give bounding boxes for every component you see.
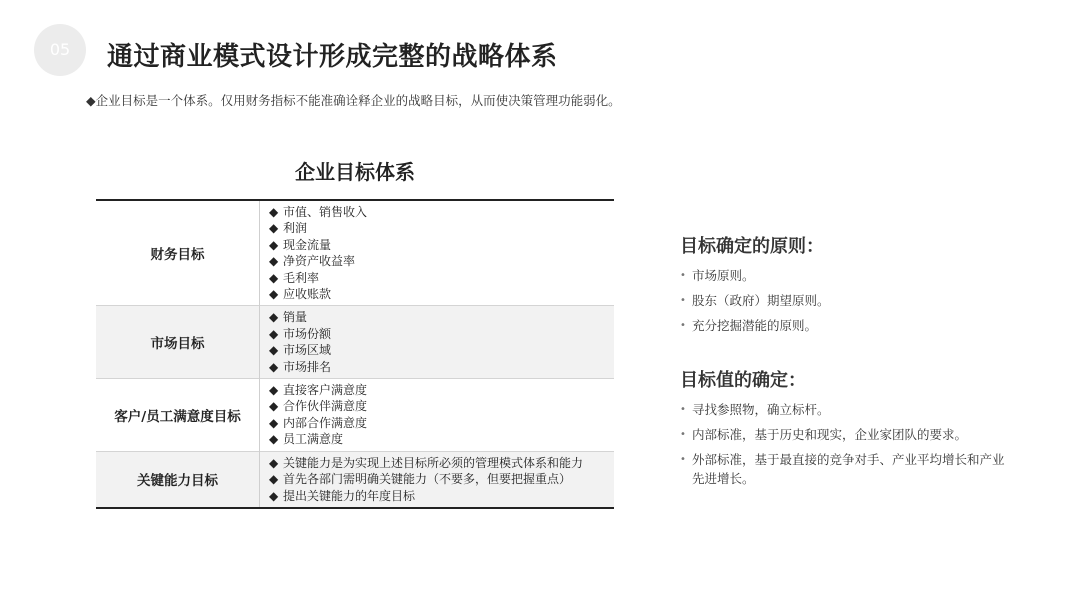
table-row bbox=[96, 306, 614, 379]
goal-item-text: 合作伙伴满意度 bbox=[283, 399, 368, 414]
table-row bbox=[96, 200, 614, 306]
goal-category: 关键能力目标 bbox=[96, 451, 260, 508]
goal-item-text: 市场区域 bbox=[283, 343, 332, 358]
diamond-bullet-icon: ◆ bbox=[269, 343, 279, 358]
goal-item bbox=[269, 204, 614, 220]
goal-item-text: 直接客户满意度 bbox=[283, 383, 368, 398]
goal-item bbox=[269, 382, 614, 398]
goal-item bbox=[269, 398, 614, 414]
goal-item bbox=[269, 359, 614, 375]
principles-list bbox=[680, 266, 1012, 335]
list-item bbox=[680, 316, 1012, 335]
diamond-bullet-icon: ◆ bbox=[269, 221, 279, 236]
diamond-bullet-icon: ◆ bbox=[269, 287, 279, 302]
diamond-bullet-icon: ◆ bbox=[269, 270, 279, 285]
diamond-bullet-icon: ◆ bbox=[269, 472, 279, 487]
page-subtitle: ◆企业目标是一个体系。仅用财务指标不能准确诠释企业的战略目标，从而使决策管理功能弱化。 bbox=[86, 93, 621, 108]
page-title: 通过商业模式设计形成完整的战略体系 bbox=[107, 42, 558, 72]
goal-item bbox=[269, 326, 614, 342]
list-item-text: 市场原则。 bbox=[692, 268, 755, 283]
goal-item bbox=[269, 431, 614, 447]
goal-item bbox=[269, 270, 614, 286]
goal-item-text: 销量 bbox=[283, 310, 308, 325]
goal-item-text: 首先各部门需明确关键能力（不要多，但要把握重点） bbox=[283, 472, 572, 487]
goal-item bbox=[269, 342, 614, 358]
diamond-bullet-icon: ◆ bbox=[269, 254, 279, 269]
goal-item-text: 毛利率 bbox=[283, 270, 320, 285]
diamond-bullet-icon: ◆ bbox=[269, 415, 279, 430]
table-title: 企业目标体系 bbox=[295, 160, 415, 184]
goal-item-text: 利润 bbox=[283, 221, 308, 236]
goal-item-text: 应收账款 bbox=[283, 287, 332, 302]
goal-item-text: 提出关键能力的年度目标 bbox=[283, 488, 416, 503]
bullet-icon: • bbox=[680, 404, 686, 415]
goal-system-table bbox=[96, 199, 614, 509]
goal-item-text: 员工满意度 bbox=[283, 432, 344, 447]
goal-item-text: 内部合作满意度 bbox=[283, 415, 368, 430]
diamond-bullet-icon: ◆ bbox=[269, 399, 279, 414]
goal-item bbox=[269, 286, 614, 302]
goal-item-text: 现金流量 bbox=[283, 237, 332, 252]
bullet-icon: • bbox=[680, 454, 686, 465]
list-item bbox=[680, 291, 1012, 310]
goal-item bbox=[269, 455, 614, 471]
goal-category: 市场目标 bbox=[96, 306, 260, 379]
goal-items-cell bbox=[260, 306, 615, 379]
list-item-text: 股东（政府）期望原则。 bbox=[692, 293, 830, 308]
goal-item bbox=[269, 488, 614, 504]
goal-items-cell bbox=[260, 200, 615, 306]
diamond-bullet-icon: ◆ bbox=[269, 237, 279, 252]
goal-items-cell bbox=[260, 379, 615, 452]
principles-heading: 目标确定的原则： bbox=[680, 236, 824, 257]
principles-section bbox=[680, 232, 1012, 341]
goal-item bbox=[269, 220, 614, 236]
diamond-bullet-icon: ◆ bbox=[269, 383, 279, 398]
diamond-bullet-icon: ◆ bbox=[269, 455, 279, 470]
goal-items-cell bbox=[260, 451, 615, 508]
list-item-text: 充分挖掘潜能的原则。 bbox=[692, 318, 818, 333]
goal-item bbox=[269, 309, 614, 325]
diamond-bullet-icon: ◆ bbox=[269, 432, 279, 447]
list-item-text: 寻找参照物，确立标杆。 bbox=[692, 402, 830, 417]
diamond-bullet-icon: ◆ bbox=[269, 488, 279, 503]
bullet-icon: • bbox=[680, 320, 686, 331]
diamond-bullet-icon: ◆ bbox=[269, 310, 279, 325]
list-item-text: 外部标准，基于最直接的竞争对手、产业平均增长和产业先进增长。 bbox=[692, 452, 1005, 486]
list-item-text: 内部标准，基于历史和现实，企业家团队的要求。 bbox=[692, 427, 968, 442]
goal-item bbox=[269, 415, 614, 431]
list-item bbox=[680, 266, 1012, 285]
goal-item-text: 市场份额 bbox=[283, 326, 332, 341]
diamond-bullet-icon: ◆ bbox=[269, 205, 279, 219]
goal-item-text: 市值、销售收入 bbox=[283, 205, 368, 219]
list-item bbox=[680, 400, 1012, 419]
goal-item bbox=[269, 471, 614, 487]
bullet-icon: • bbox=[680, 295, 686, 306]
target-values-heading: 目标值的确定： bbox=[680, 370, 806, 391]
goal-item-text: 净资产收益率 bbox=[283, 254, 356, 269]
list-item bbox=[680, 450, 1012, 488]
slide-number-badge: 05 bbox=[34, 24, 86, 76]
table-row bbox=[96, 451, 614, 508]
goal-category: 客户/员工满意度目标 bbox=[96, 379, 260, 452]
diamond-bullet-icon: ◆ bbox=[269, 359, 279, 374]
goal-item bbox=[269, 253, 614, 269]
bullet-icon: • bbox=[680, 270, 686, 281]
bullet-icon: • bbox=[680, 429, 686, 440]
goal-item bbox=[269, 237, 614, 253]
goal-item-text: 市场排名 bbox=[283, 359, 332, 374]
list-item bbox=[680, 425, 1012, 444]
goal-item-text: 关键能力是为实现上述目标所必须的管理模式体系和能力 bbox=[283, 455, 584, 470]
diamond-bullet-icon: ◆ bbox=[269, 326, 279, 341]
table-row bbox=[96, 379, 614, 452]
goal-category: 财务目标 bbox=[96, 200, 260, 306]
target-values-list bbox=[680, 400, 1012, 488]
target-values-section bbox=[680, 366, 1012, 494]
